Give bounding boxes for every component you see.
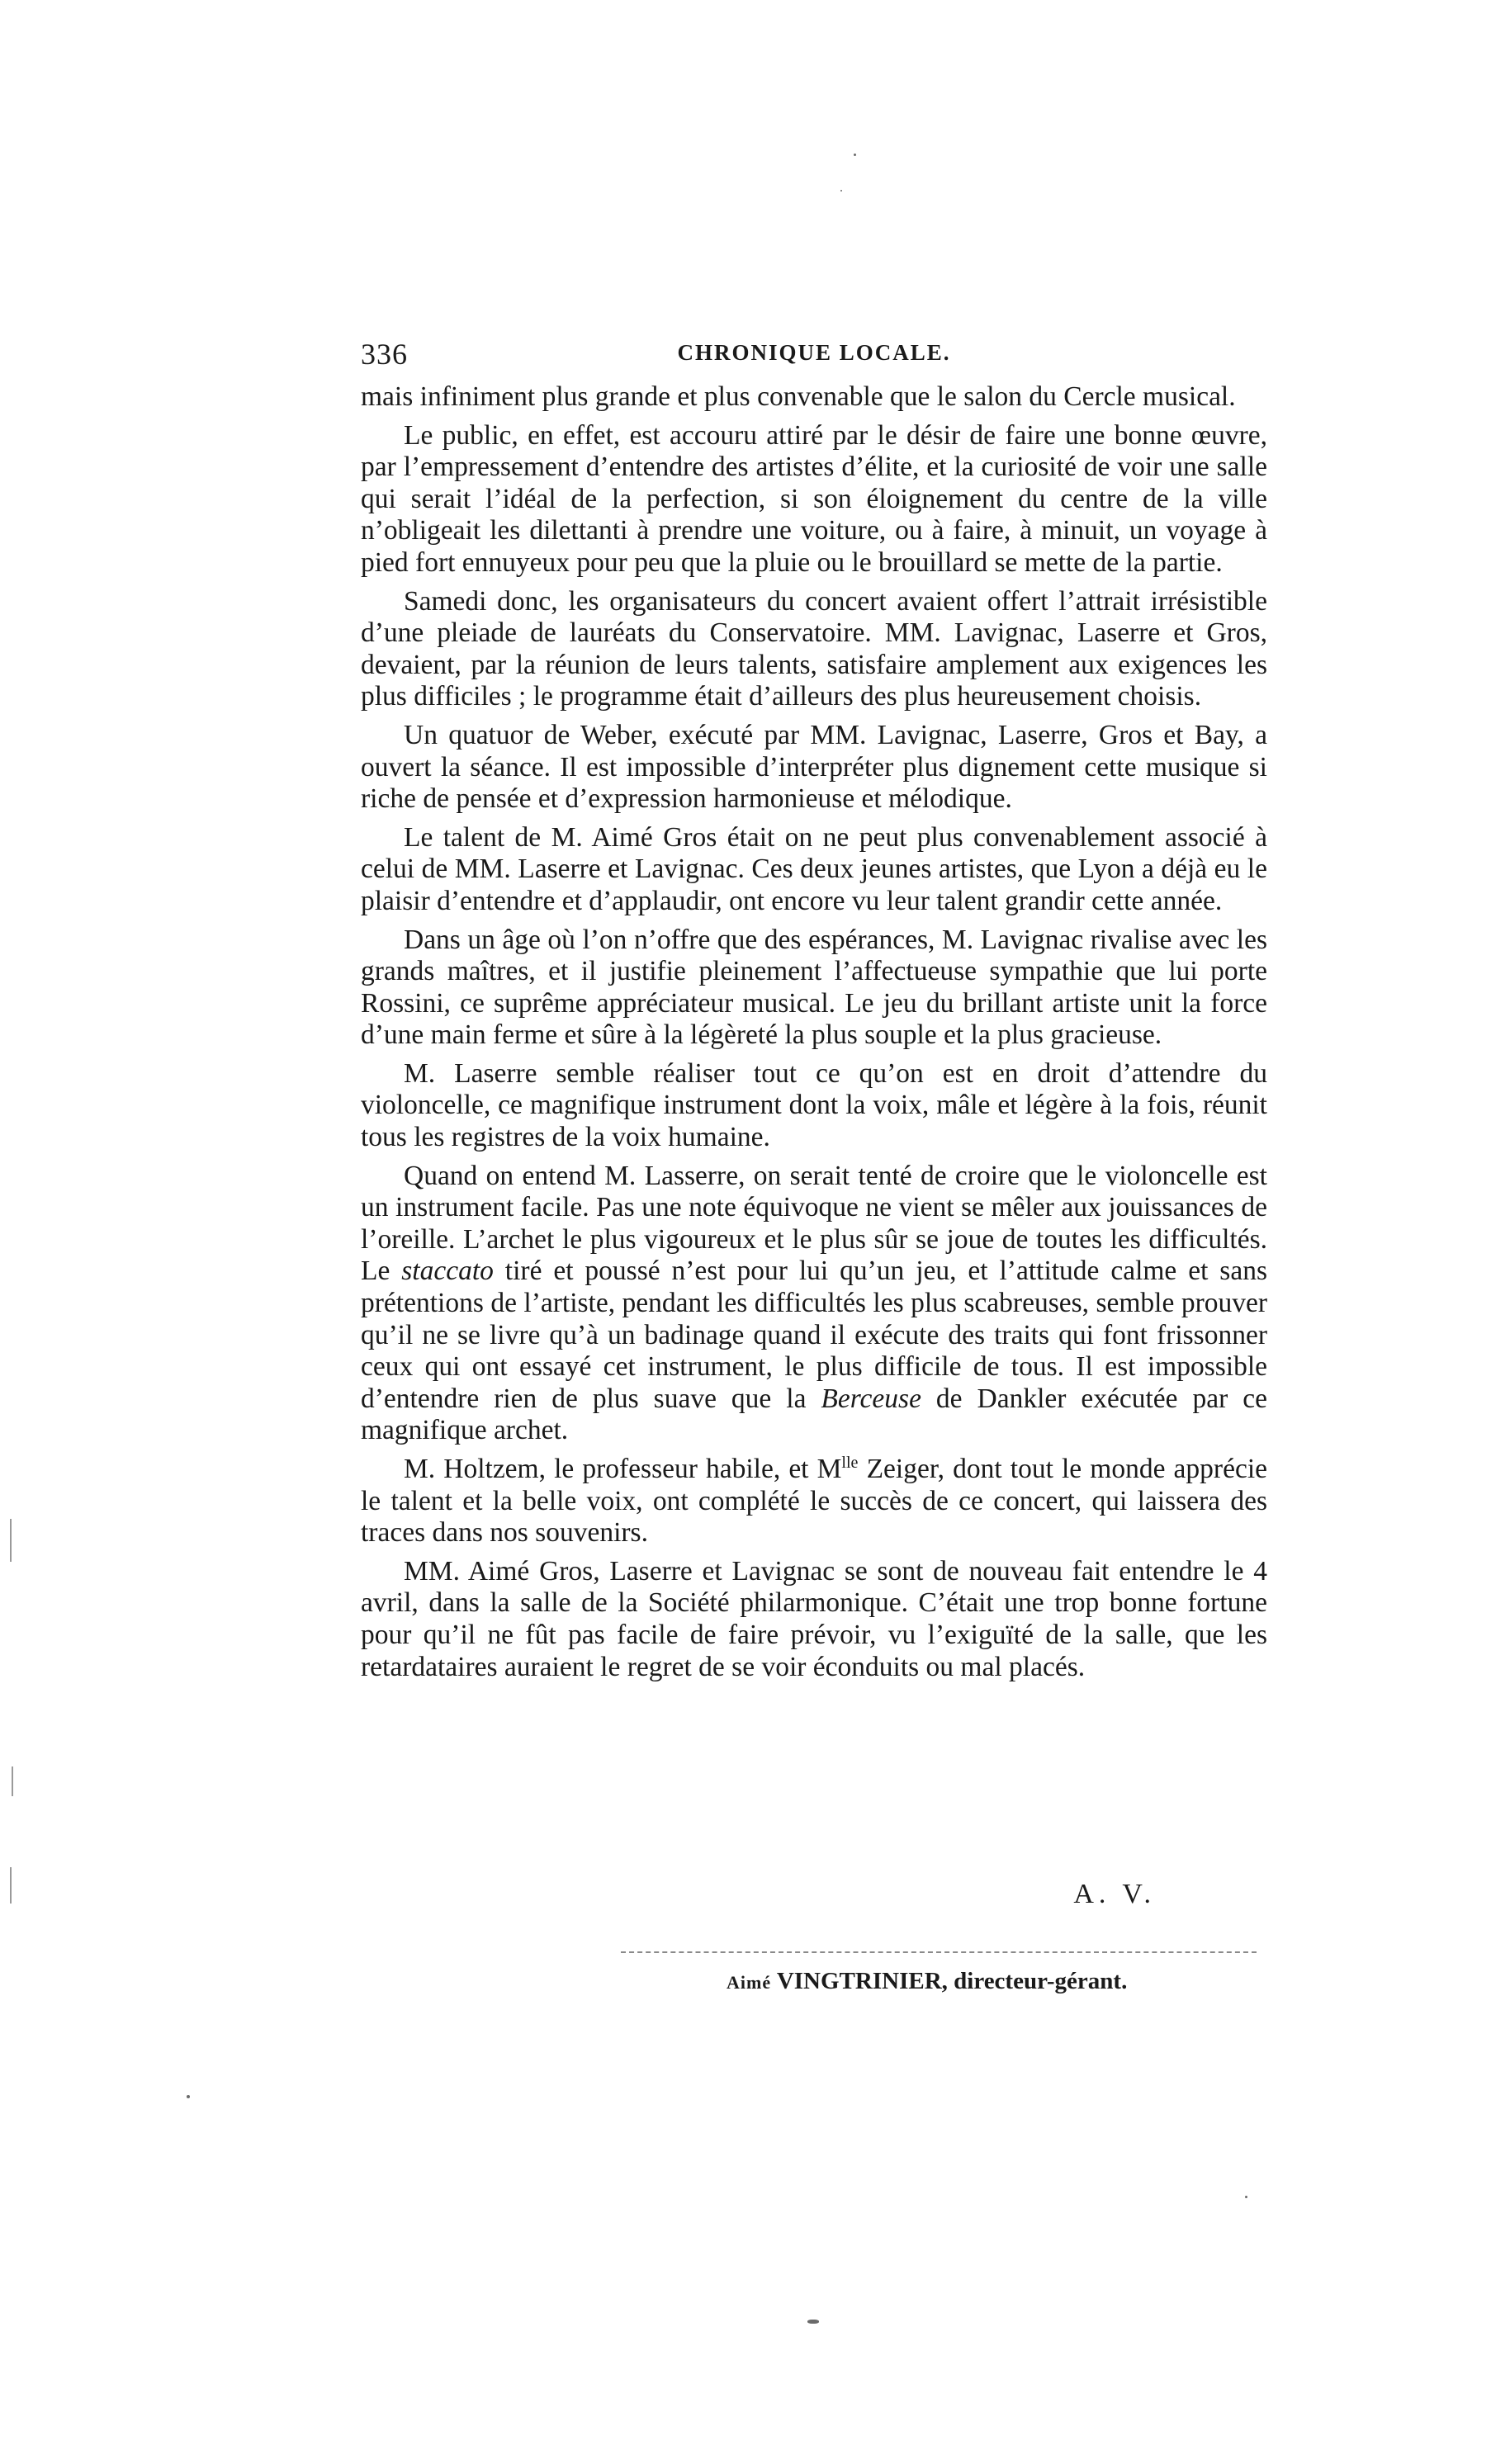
paragraph-lavignac: Dans un âge où l’on n’offre que des espérances, M. Lavignac rivalise avec les grands maîtres, et il justifie pleinement l’affectueuse sympathie que lui porte Rossini, ce suprême appréciateur musical. Le jeu du brillant artiste unit la force d’une main ferme et sûre à la légèreté la plus souple et la plus gracieuse. bbox=[361, 924, 1267, 1051]
scan-margin-line bbox=[10, 1867, 12, 1904]
paragraph-quatuor: Un quatuor de Weber, exécuté par MM. Lavignac, Laserre, Gros et Bay, a ouvert la séance. Il est impossible d’interpréter plus dignement cette musique si riche de pensée et d’expression harmonieuse et mélodique. bbox=[361, 719, 1267, 815]
page-number: 336 bbox=[361, 338, 408, 371]
text-span: Quand on entend M. Lasserre, on serait tenté de croire que le violoncelle est un instrument facile. Pas une note équivoque ne vient se mêler aux jouissances de l’oreille. L’archet le plus vigoureux et le plus sûr se joue de toutes les difficultés. Le bbox=[361, 1160, 1267, 1287]
italic-term-staccato: staccato bbox=[401, 1256, 494, 1287]
paragraph-holtzem bbox=[361, 1454, 1267, 1549]
scan-speck bbox=[187, 2095, 190, 2098]
paragraph-avril: MM. Aimé Gros, Laserre et Lavignac se sont de nouveau fait entendre le 4 avril, dans la salle de la Société philarmonique. C’était une trop bonne fortune pour qu’il ne fût pas facile de faire prévoir, vu l’exiguïté de la salle, que les retardataires auraient le regret de se voir éconduits ou mal placés. bbox=[361, 1555, 1267, 1682]
paragraph-continuation: mais infiniment plus grande et plus convenable que le salon du Cercle musical. bbox=[361, 381, 1236, 412]
text-span: tiré et poussé n’est pour lui qu’un jeu, et l’attitude calme et sans prétentions de l’artiste, pendant les difficultés les plus scabreuses, semble prouver qu’il ne se livre qu’à un badinage quand il exécute des traits qui font frissonner ceux qui ont essayé cet instrument, le plus difficile de tous. Il est impossible d’entendre rien de plus suave que la bbox=[361, 1256, 1267, 1414]
paragraph-samedi: Samedi donc, les organisateurs du concert avaient offert l’attrait irrésistible d’une pleiade de lauréats du Conservatoire. MM. Lavignac, Laserre et Gros, devaient, par la réunion de leurs talents, satisfaire amplement aux exigences les plus difficiles ; le programme était d’ailleurs des plus heureusement choisis. bbox=[361, 585, 1267, 712]
paragraph-laserre: M. Laserre semble réaliser tout ce qu’on est en droit d’attendre du violoncelle, ce magnifique instrument dont la voix, mâle et légère à la fois, réunit tous les registres de la voix humaine. bbox=[361, 1057, 1267, 1153]
running-title: CHRONIQUE LOCALE. bbox=[677, 340, 951, 365]
imprint-role: directeur-gérant. bbox=[954, 1968, 1128, 1994]
text-span: M. Holtzem, le professeur habile, et M bbox=[404, 1454, 842, 1484]
divider-rule bbox=[621, 1951, 1257, 1953]
scan-margin-line bbox=[12, 1766, 13, 1796]
author-signature: A. V. bbox=[1073, 1879, 1156, 1909]
text-span: Zeiger, dont tout le monde apprécie le talent et la belle voix, ont complété le succès de ce concert, qui laissera des traces dans nos souvenirs. bbox=[361, 1454, 1267, 1549]
scan-speck bbox=[1245, 2196, 1247, 2198]
scan-speck bbox=[807, 2320, 819, 2324]
paragraph-quand-on-entend bbox=[361, 1161, 1267, 1447]
scan-margin-line bbox=[10, 1519, 12, 1562]
article-body bbox=[361, 381, 1267, 1683]
page-header bbox=[361, 337, 1267, 373]
scan-speck bbox=[854, 154, 856, 156]
imprint-name: VINGTRINIER, bbox=[776, 1968, 948, 1994]
scan-speck bbox=[840, 190, 842, 192]
paragraph-talent-gros: Le talent de M. Aimé Gros était on ne peut plus convenablement associé à celui de MM. Laserre et Lavignac. Ces deux jeunes artistes, que Lyon a déjà eu le plaisir d’entendre et d’applaudir, ont encore vu leur talent grandir cette année. bbox=[361, 821, 1267, 916]
paragraph-public: Le public, en effet, est accouru attiré par le désir de faire une bonne œuvre, par l’empressement d’entendre des artistes d’élite, et la curiosité de voir une salle qui serait l’idéal de la perfection, si son éloignement du centre de la ville n’obligeait les dilettanti à prendre une voiture, ou à faire, à minuit, un voyage à pied fort ennuyeux pour peu que la pluie ou le brouillard se mette de la partie. bbox=[361, 419, 1267, 578]
italic-title-berceuse: Berceuse bbox=[821, 1383, 921, 1414]
imprint-line bbox=[727, 1968, 1255, 1995]
imprint-prefix: Aimé bbox=[727, 1972, 772, 1993]
text-span: de Dankler exécutée par ce magnifique archet. bbox=[361, 1383, 1267, 1446]
superscript-lle: lle bbox=[841, 1453, 859, 1472]
